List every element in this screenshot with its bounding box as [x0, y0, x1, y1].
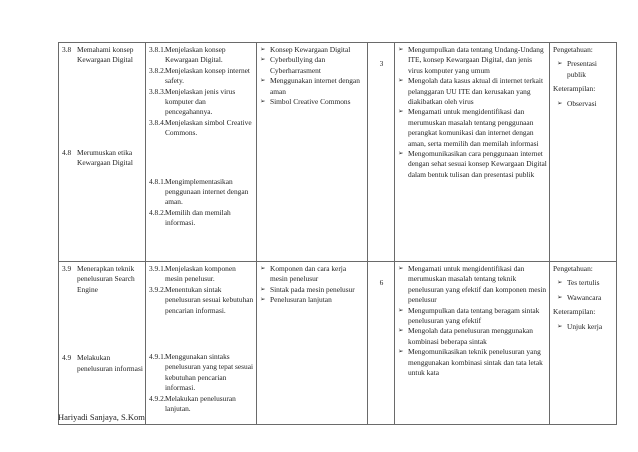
arrow-bullet-icon: ➢	[260, 46, 266, 53]
material-item: ➢ Simbol Creative Commons	[260, 97, 351, 107]
activity-item: ➢ Mengumpulkan data tentang beragam sintak penelusuran yang efektif	[398, 305, 540, 326]
activity-item: ➢ Mengomunikasikan cara penggunaan internet dengan sehat sesuai konsep Kewargaan Digital dalam bentuk tulisan dan presentasi publik	[398, 149, 547, 179]
arrow-bullet-icon: ➢	[557, 322, 563, 330]
arrow-bullet-icon: ➢	[557, 60, 563, 68]
syllabus-table	[58, 42, 617, 425]
arrow-bullet-icon: ➢	[557, 99, 563, 107]
activity-item: ➢ Mengamati untuk mengidentifikasi dan merumuskan masalah tentang teknik penelusuran yang efektif dan komponen mesin penelusur	[398, 264, 547, 305]
assessment-label: Keterampilan:	[553, 84, 596, 94]
indicator-item: 4.8.1. Mengimplementasikan penggunaan internet dengan aman.	[149, 176, 249, 207]
arrow-bullet-icon: ➢	[398, 77, 404, 85]
indicator-item: 4.8.2. Memilih dan memilah informasi.	[149, 207, 231, 228]
assessment-label: Pengetahuan:	[553, 264, 593, 273]
material-cell	[257, 43, 368, 262]
material-item: ➢ Konsep Kewargaan Digital	[260, 45, 351, 54]
indicator-item: 4.9.1. Menggunakan sintaks penelusuran yang tepat sesuai kebutuhan pencarian informasi.	[149, 352, 254, 393]
page-footer-author: Hariyadi Sanjaya, S.Kom	[58, 412, 145, 422]
indicator-item: 3.8.4. Menjelaskan simbol Creative Commons.	[149, 117, 252, 138]
competency-cell	[59, 43, 146, 262]
arrow-bullet-icon: ➢	[260, 296, 266, 304]
material-item: ➢ Komponen dan cara kerja mesin penelusur	[260, 264, 347, 284]
indicator-item: 3.8.3. Menjelaskan jenis virus komputer dan pencegahannya.	[149, 86, 236, 117]
arrow-bullet-icon: ➢	[398, 108, 404, 116]
indicator-item: 3.8.2. Menjelaskan konsep internet safety.	[149, 65, 250, 86]
arrow-bullet-icon: ➢	[398, 306, 404, 314]
indicator-item: 4.9.2. Melakukan penelusuran lanjutan.	[149, 393, 236, 414]
indicator-item: 3.9.1. Menjelaskan komponen mesin penelusur.	[149, 264, 236, 284]
arrow-bullet-icon: ➢	[398, 327, 404, 335]
arrow-bullet-icon: ➢	[398, 150, 404, 158]
competency-item: 4.9 Melakukan penelusuran informasi	[62, 353, 143, 373]
arrow-bullet-icon: ➢	[398, 265, 404, 272]
arrow-bullet-icon: ➢	[398, 46, 404, 53]
competency-item: 4.8 Merumuskan etika Kewargaan Digital	[62, 147, 133, 168]
material-item: ➢ Cyberbullying dan Cyberharrasment	[260, 55, 326, 75]
assessment-item: ➢ Presentasi publik	[557, 59, 597, 79]
table-row	[59, 262, 617, 425]
arrow-bullet-icon: ➢	[260, 285, 266, 293]
arrow-bullet-icon: ➢	[260, 77, 266, 85]
assessment-item: ➢ Wawancara	[557, 292, 602, 302]
time-allocation: 6	[368, 262, 395, 425]
competency-cell	[59, 262, 146, 425]
activity-item: ➢ Mengomunikasikan teknik penelusuran yang menggunakan kombinasi sintak dan tata letak untuk kata	[398, 347, 543, 378]
indicator-item: 3.8.1. Menjelaskan konsep Kewargaan Digital.	[149, 45, 226, 65]
activity-item: ➢ Mengamati untuk mengidentifikasi dan merumuskan masalah tentang penggunaan perangkat komunikasi dan internet dengan aman, serta memilih dan memilah informasi	[398, 107, 539, 148]
indicator-cell	[146, 262, 257, 425]
assessment-item: ➢ Tes tertulis	[557, 278, 600, 288]
activity-item: ➢ Mengumpulkan data tentang Undang-Undang ITE, konsep Kewargaan Digital, dan jenis virus komputer yang umum	[398, 45, 544, 75]
arrow-bullet-icon: ➢	[557, 293, 563, 301]
assessment-label: Pengetahuan:	[553, 45, 593, 54]
material-item: ➢ Penelusuran lanjutan	[260, 295, 332, 305]
table-row	[59, 43, 617, 262]
assessment-cell	[550, 43, 617, 262]
assessment-label: Keterampilan:	[553, 307, 596, 317]
material-cell	[257, 262, 368, 425]
competency-item: 3.8 Memahami konsep Kewargaan Digital	[62, 45, 134, 65]
competency-item: 3.9 Menerapkan teknik penelusuran Search Engine	[62, 264, 135, 294]
time-allocation: 3	[368, 43, 395, 262]
arrow-bullet-icon: ➢	[260, 56, 266, 64]
material-item: ➢ Sintak pada mesin penelusur	[260, 284, 355, 294]
arrow-bullet-icon: ➢	[557, 279, 563, 287]
assessment-item: ➢ Unjuk kerja	[557, 321, 603, 331]
arrow-bullet-icon: ➢	[260, 98, 266, 106]
indicator-item: 3.9.2. Menentukan sintak penelusuran sesuai kebutuhan pencarian informasi.	[149, 284, 254, 315]
material-item: ➢ Menggunakan internet dengan aman	[260, 76, 360, 96]
activity-cell	[395, 43, 550, 262]
activity-item: ➢ Mengolah data penelusuran menggunakan kombinasi beberapa sintak	[398, 326, 533, 346]
arrow-bullet-icon: ➢	[398, 348, 404, 356]
arrow-bullet-icon: ➢	[260, 265, 266, 272]
assessment-item: ➢ Observasi	[557, 98, 597, 108]
activity-item: ➢ Mengolah data kasus aktual di internet terkait pelanggaran UU ITE dan kerusakan yang diakibatkan oleh virus	[398, 76, 544, 107]
indicator-cell	[146, 43, 257, 262]
activity-cell	[395, 262, 550, 425]
assessment-cell	[550, 262, 617, 425]
